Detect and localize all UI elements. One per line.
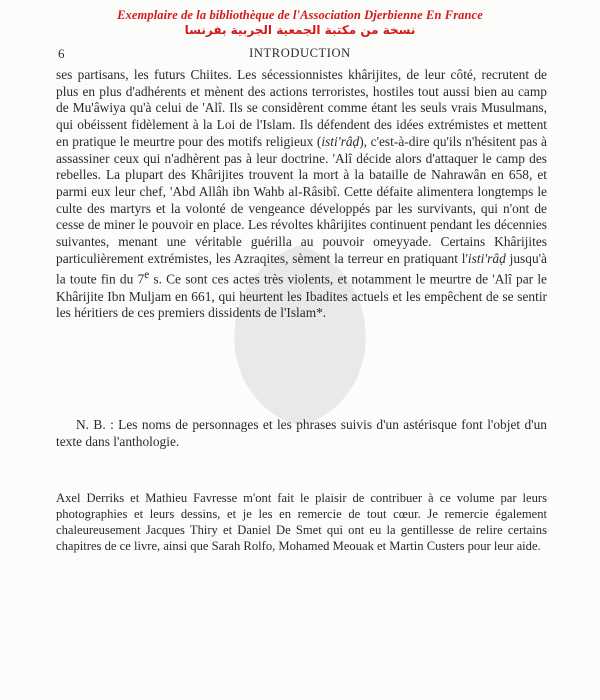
century-superscript: e xyxy=(144,269,150,282)
term-isti-rad: isti'râḍ xyxy=(321,133,360,149)
running-head: INTRODUCTION xyxy=(249,46,351,60)
acknowledgement-paragraph: Axel Derriks et Mathieu Favresse m'ont fait le plaisir de contribuer à ce volume par leurs photographies et leurs dessins, et je les en remercie de tout cœur. Je remercie également chaleureusement Jacques Thiry et Daniel De Smet qui ont eu la gentillesse de relire certains chapitres de ce livre, ainsi que Sarah Rolfo, Mohamed Meouak et Martin Custers pour leur aide. xyxy=(56,491,547,553)
body-paragraph xyxy=(56,67,547,322)
body-text-segment: ses partisans, les futurs Chiites. Les sécessionnistes khârijites, de leur côté, recrutent de plus en plus d'adhérents et mènent des actions terroristes, hostiles tout aussi bien au camp de Mu'âwiya qu'à celui de 'Alî. Ils se considèrent comme étant les seuls vrais Musulmans, qui obéissent fidèlement à la Loi de l'Islam. Ils défendent des idées extrémistes et mettent en pratique le meurtre pour des motifs religieux ( xyxy=(56,67,547,149)
term-isti-rad: isti'râḍ xyxy=(467,250,506,266)
body-text-segment: jusqu'à la toute fin du 7 xyxy=(56,250,547,287)
body-text-segment: s. Ce sont ces actes très violents, et notamment le meurtre de 'Alî par le Khârijite Ibn Muljam en 661, qui heurtent les Ibadites actuels et les empêchent de se sentir les héritiers de ces premiers dissidents de l'Islam*. xyxy=(56,271,547,321)
nb-note: N. B. : Les noms de personnages et les phrases suivis d'un astérisque font l'objet d'un texte dans l'anthologie. xyxy=(56,417,547,449)
library-stamp-french: Exemplaire de la bibliothèque de l'Association Djerbienne En France xyxy=(117,8,483,22)
library-stamp-arabic: نسخة من مكتبة الجمعية الجربية بفرنسا xyxy=(184,23,416,37)
page-number: 6 xyxy=(58,46,65,61)
body-text-segment: ), c'est-à-dire qu'ils n'hésitent pas à assassiner ceux qui n'adhèrent pas à leur doctrine. 'Alî décide alors d'attaquer le camp des rebelles. La plupart des Khârijites trouvent la mort à la bataille de Nahrawân en 658, et parmi eux leur chef, 'Abd Allâh ibn Wahb al-Râsibî. Cette défaite alimentera longtemps le culte des martyrs et la volonté de vengeance développés par les survivants, qui n'ont de cesse de miner le pouvoir en place. Les révoltes khârijites continuent pendant les décennies suivantes, menant une véritable guérilla au pouvoir omeyyade. Certains Khârijites particulièrement extrémistes, les Azraqites, sèment la terreur en pratiquant l' xyxy=(56,133,547,266)
